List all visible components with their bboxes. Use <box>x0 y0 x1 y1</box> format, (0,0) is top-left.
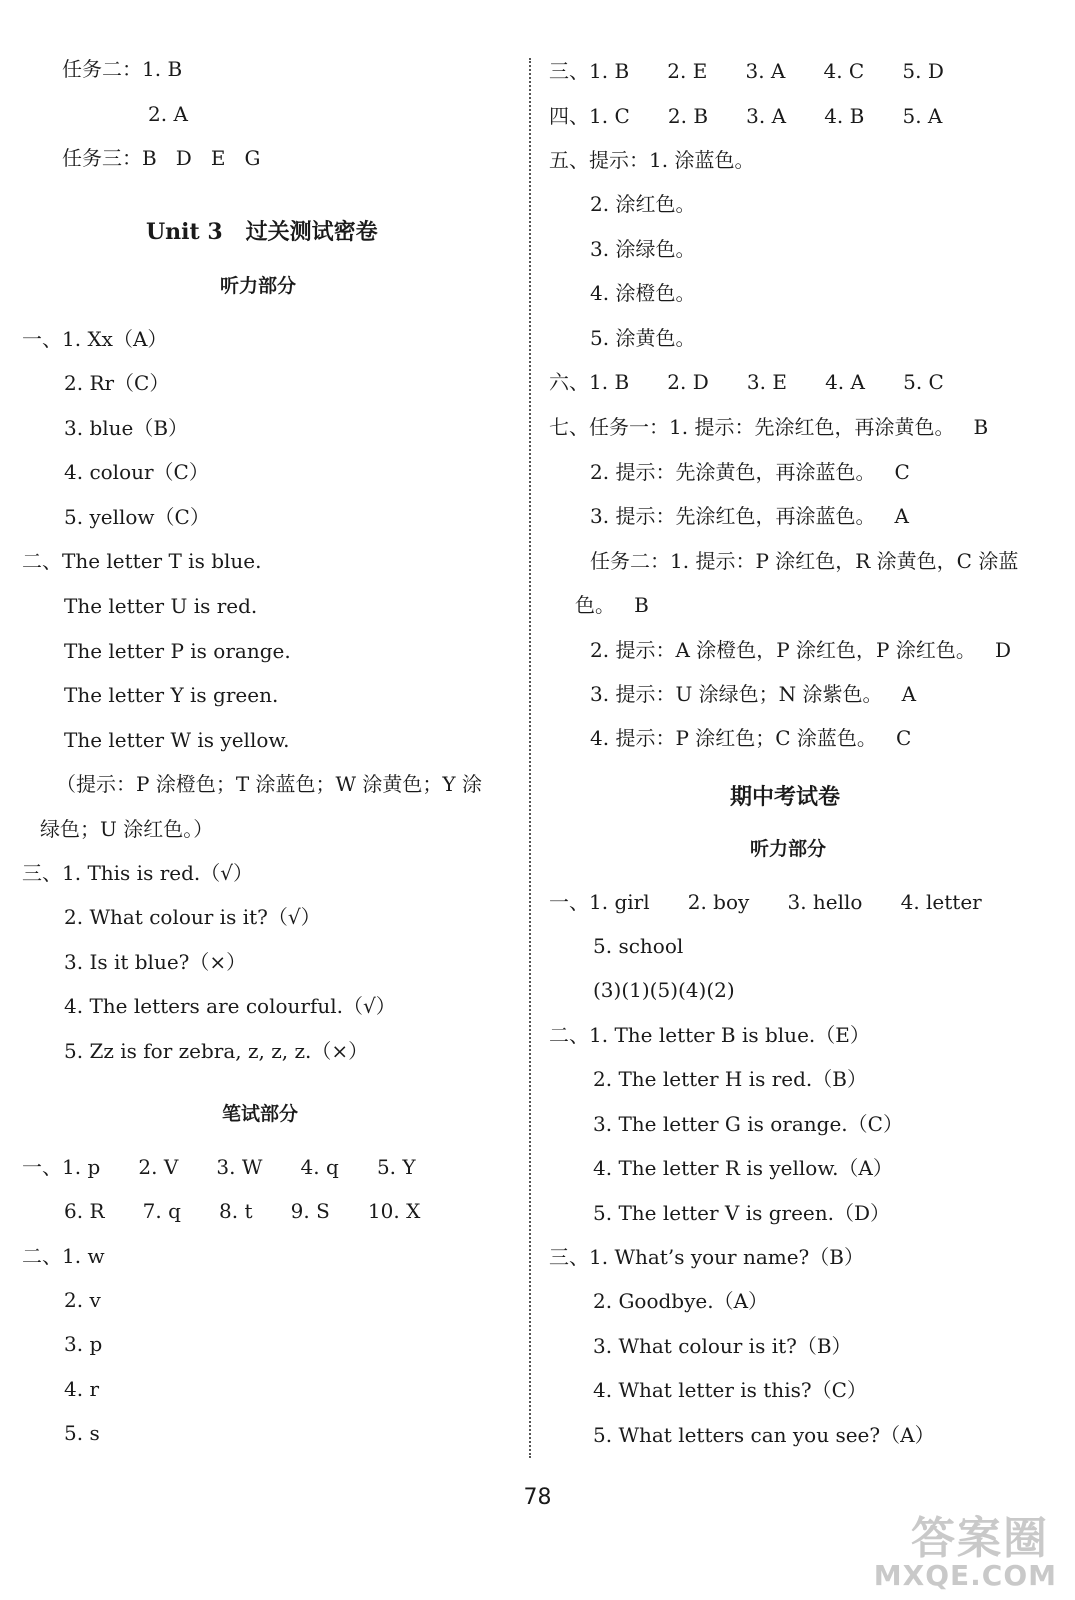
right-answer-line: 色。 B <box>575 593 649 617</box>
left-answer-line: 一、1. Xx（A） <box>22 327 168 351</box>
left-answer-line: Unit 3 过关测试密卷 <box>146 219 378 245</box>
left-answer-line: 一、1. p 2. V 3. W 4. q 5. Y <box>22 1155 416 1179</box>
right-answer-line: 2. 提示：A 涂橙色，P 涂红色，P 涂红色。 D <box>590 638 1011 662</box>
right-answer-line: 七、任务一：1. 提示：先涂红色，再涂黄色。 B <box>549 415 989 439</box>
left-answer-line: 3. Is it blue?（×） <box>64 950 247 974</box>
right-answer-line: 任务二：1. 提示：P 涂红色，R 涂黄色，C 涂蓝 <box>590 549 1019 573</box>
right-answer-line: 5. 涂黄色。 <box>590 326 696 350</box>
left-answer-line: The letter W is yellow. <box>64 728 290 752</box>
right-answer-line: 四、1. C 2. B 3. A 4. B 5. A <box>549 104 943 128</box>
left-answer-line: The letter U is red. <box>64 594 258 618</box>
left-answer-line: 5. yellow（C） <box>64 505 210 529</box>
watermark-text-top: 答案圈 <box>911 1513 1049 1564</box>
right-answer-line: 三、1. B 2. E 3. A 4. C 5. D <box>549 59 944 83</box>
right-answer-line: 五、提示：1. 涂蓝色。 <box>549 148 755 172</box>
page-number: 78 <box>523 1485 552 1510</box>
left-answer-line: 听力部分 <box>220 275 297 297</box>
right-answer-line: 3. 涂绿色。 <box>590 237 696 261</box>
right-answer-line: 2. Goodbye.（A） <box>593 1289 769 1313</box>
left-answer-line: The letter P is orange. <box>64 639 291 663</box>
watermark-logo <box>867 1502 1057 1592</box>
left-answer-line: （提示：P 涂橙色；T 涂蓝色；W 涂黄色；Y 涂 <box>56 772 482 796</box>
left-answer-line: 二、The letter T is blue. <box>22 549 262 573</box>
right-answer-line: 二、1. The letter B is blue.（E） <box>549 1023 870 1047</box>
left-answer-line: 5. Zz is for zebra, z, z, z.（×） <box>64 1039 369 1063</box>
right-answer-line: 期中考试卷 <box>730 784 841 810</box>
left-answer-line: 笔试部分 <box>222 1103 299 1125</box>
left-answer-line: 6. R 7. q 8. t 9. S 10. X <box>64 1199 421 1223</box>
left-answer-line: 2. Rr（C） <box>64 371 170 395</box>
right-answer-line: 4. 提示：P 涂红色；C 涂蓝色。 C <box>590 726 912 750</box>
right-answer-line: 3. The letter G is orange.（C） <box>593 1112 903 1136</box>
right-answer-line: 5. school <box>593 934 684 958</box>
left-answer-line: 任务二：1. B <box>62 57 183 81</box>
right-answer-line: 六、1. B 2. D 3. E 4. A 5. C <box>549 370 944 394</box>
right-answer-line: (3)(1)(5)(4)(2) <box>593 978 735 1002</box>
right-answer-line: 2. The letter H is red.（B） <box>593 1067 867 1091</box>
left-answer-line: 二、1. w <box>22 1244 105 1268</box>
right-answer-line: 2. 提示：先涂黄色，再涂蓝色。 C <box>590 460 910 484</box>
watermark-text-bottom: MXQE.COM <box>873 1559 1057 1592</box>
left-answer-line: The letter Y is green. <box>64 683 279 707</box>
left-answer-line: 任务三：B D E G <box>62 146 261 170</box>
left-answer-line: 三、1. This is red.（√） <box>22 861 253 885</box>
right-answer-line: 5. The letter V is green.（D） <box>593 1201 891 1225</box>
left-answer-line: 3. p <box>64 1332 103 1356</box>
right-answer-line: 5. What letters can you see?（A） <box>593 1423 935 1447</box>
column-divider <box>529 58 531 1458</box>
right-answer-line: 3. 提示：U 涂绿色；N 涂紫色。 A <box>590 682 917 706</box>
left-answer-line: 4. r <box>64 1377 99 1401</box>
left-answer-line: 2. A <box>148 102 188 126</box>
right-answer-line: 3. 提示：先涂红色，再涂蓝色。 A <box>590 504 909 528</box>
left-answer-line: 2. v <box>64 1288 101 1312</box>
right-answer-line: 4. The letter R is yellow.（A） <box>593 1156 893 1180</box>
left-answer-line: 4. colour（C） <box>64 460 209 484</box>
right-answer-line: 2. 涂红色。 <box>590 192 696 216</box>
right-answer-line: 三、1. What’s your name?（B） <box>549 1245 864 1269</box>
left-answer-line: 3. blue（B） <box>64 416 189 440</box>
right-answer-line: 一、1. girl 2. boy 3. hello 4. letter <box>549 890 982 914</box>
left-answer-line: 4. The letters are colourful.（√） <box>64 994 396 1018</box>
right-answer-line: 听力部分 <box>750 838 827 860</box>
right-answer-line: 4. What letter is this?（C） <box>593 1378 867 1402</box>
right-answer-line: 3. What colour is it?（B） <box>593 1334 852 1358</box>
left-answer-line: 绿色；U 涂红色。） <box>40 817 214 841</box>
right-answer-line: 4. 涂橙色。 <box>590 281 696 305</box>
left-answer-line: 5. s <box>64 1421 100 1445</box>
left-answer-line: 2. What colour is it?（√） <box>64 905 321 929</box>
